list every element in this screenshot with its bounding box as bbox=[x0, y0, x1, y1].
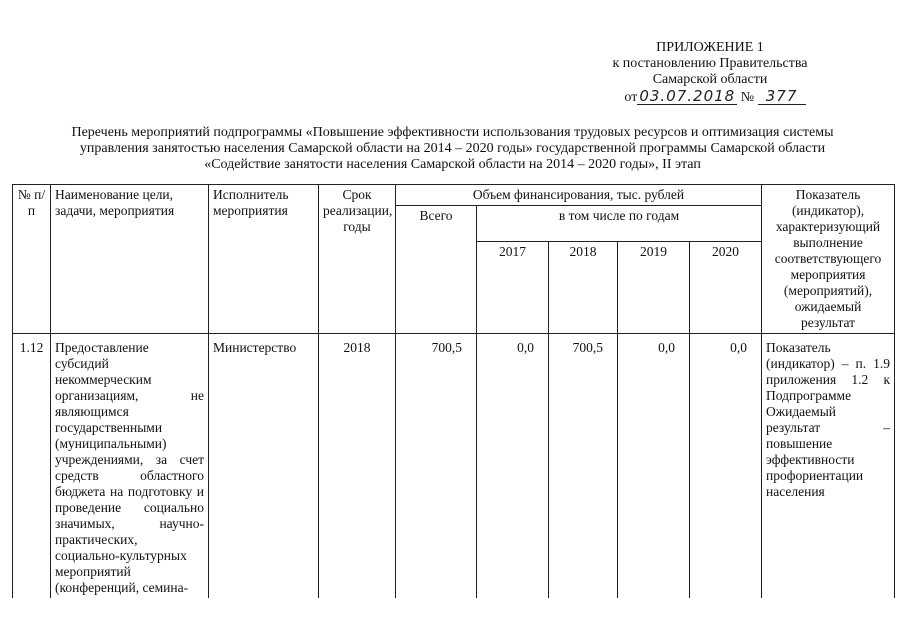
table-row bbox=[13, 334, 895, 599]
handwritten-date: 03.07.2018 bbox=[639, 87, 736, 105]
header-indicator: Показатель (индикатор), характеризующий выполнение соответствующего мероприятия (мероприятий), ожидаемый результат bbox=[762, 185, 895, 334]
document-title bbox=[0, 125, 905, 173]
appendix-line-1: к постановлению Правительства bbox=[612, 56, 808, 71]
header-year-2018: 2018 bbox=[549, 242, 618, 334]
header-year-2020: 2020 bbox=[690, 242, 762, 334]
header-name: Наименование цели, задачи, мероприятия bbox=[51, 185, 209, 334]
appendix-header bbox=[560, 40, 860, 106]
row-2019: 0,0 bbox=[618, 334, 690, 599]
title-line-3: «Содействие занятости населения Самарской области на 2014 – 2020 годы», II этап bbox=[204, 157, 701, 172]
row-num: 1.12 bbox=[13, 334, 51, 599]
header-total: Всего bbox=[396, 206, 477, 334]
header-term: Срок реализации, годы bbox=[319, 185, 396, 334]
header-year-2019: 2019 bbox=[618, 242, 690, 334]
row-total: 700,5 bbox=[396, 334, 477, 599]
row-2018: 700,5 bbox=[549, 334, 618, 599]
header-executor: Исполнитель мероприятия bbox=[209, 185, 319, 334]
header-num: № п/п bbox=[13, 185, 51, 334]
header-year-2017: 2017 bbox=[477, 242, 549, 334]
measures-table bbox=[12, 184, 895, 598]
row-2020: 0,0 bbox=[690, 334, 762, 599]
header-financing: Объем финансирования, тыс. рублей bbox=[396, 185, 762, 206]
row-name: Предоставление субсидий некоммерческим организациям, не являющимся государственными (муниципальными) учреждениями, за счет средств областного бюджета на подготовку и проведение социально значимых, научно-практических, социально-культурных мероприятий (конференций, семина- bbox=[51, 334, 209, 599]
appendix-date-line bbox=[560, 89, 860, 106]
row-executor: Министерство bbox=[209, 334, 319, 599]
appendix-line-2: Самарской области bbox=[652, 72, 768, 87]
appendix-title: ПРИЛОЖЕНИЕ 1 bbox=[656, 40, 764, 55]
number-prefix: № bbox=[740, 90, 755, 105]
header-by-years: в том числе по годам bbox=[477, 206, 762, 242]
date-prefix: от bbox=[624, 90, 638, 105]
row-indicator: Показатель (индикатор) – п. 1.9 приложения 1.2 к Подпрограмме Ожидаемый результат – повышение эффективности профориентации населения bbox=[762, 334, 895, 599]
title-line-1: Перечень мероприятий подпрограммы «Повышение эффективности использования трудовых ресурсов и оптимизация системы bbox=[71, 125, 834, 140]
row-term: 2018 bbox=[319, 334, 396, 599]
handwritten-number: 377 bbox=[758, 89, 806, 105]
title-line-2: управления занятостью населения Самарской области на 2014 – 2020 годы» государственной программы Самарской области bbox=[79, 141, 826, 156]
row-2017: 0,0 bbox=[477, 334, 549, 599]
